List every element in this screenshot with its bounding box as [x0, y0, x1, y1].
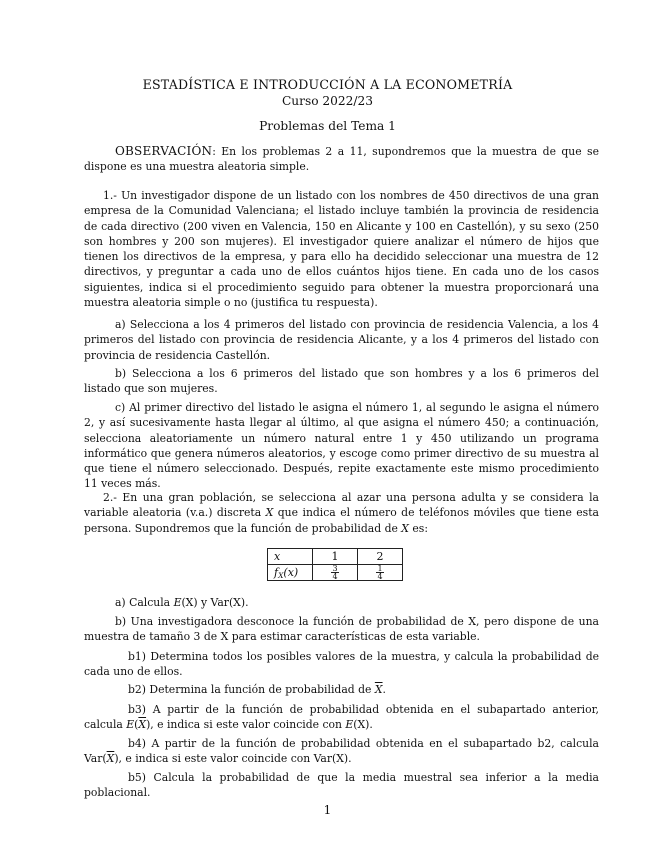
problem-2-intro-c: es: [408, 521, 428, 535]
document-title: ESTADÍSTICA E INTRODUCCIÓN A LA ECONOMETRÍA [142, 77, 513, 92]
document-header [0, 77, 655, 134]
table-cell-x-1: 1 [313, 549, 358, 565]
problem-2-intro-a: 2.- En una gran población, se selecciona al azar una persona adulta y se considera la variable aleatoria (v.a.) discreta [84, 491, 599, 520]
table-cell-x-2: 2 [358, 549, 403, 565]
problem-1-statement: 1.- Un investigador dispone de un listado con los nombres de 450 directivos de una gran empresa de la Comunidad Valenciana; el listado incluye también la provincia de residencia de cada directivo (200 viven en Valencia, 150 en Alicante y 100 en Castellón), y su sexo (250 son hombres y 200 son mujeres). El investigador quiere analizar el número de hijos que tienen los directivos de la empresa, y para ello ha decidido seleccionar una muestra de 12 directivos, y preguntar a cada uno de ellos cuántos hijos tiene. En cada uno de los casos siguientes, indica si el procedimiento seguido para obtener la muestra proporcionará una muestra aleatoria simple o no (justifica tu respuesta). [84, 189, 599, 310]
table-header-x: x [268, 549, 313, 565]
problem-2-statement [84, 490, 599, 536]
problem-1-part-b: b) Selecciona a los 6 primeros del listado que son hombres y a los 6 primeros del listado que son mujeres. [84, 367, 599, 396]
table-row-prob [268, 565, 403, 581]
problem-2-part-b5: b5) Calcula la probabilidad de que la media muestral sea inferior a la media poblacional. [84, 771, 599, 800]
problem-1-part-a: a) Selecciona a los 4 primeros del listado con provincia de residencia Valencia, a los 4 primeros del listado con provincia de residencia Alicante, y a los 4 primeros del listado con provincia de residencia Castellón. [84, 318, 599, 362]
problem-2-part-b2: b2) Determina la función de probabilidad de $\overline{X}$. [128, 683, 386, 696]
observation-label: OBSERVACIÓN [115, 144, 213, 158]
document-subtitle: Problemas del Tema 1 [259, 119, 396, 133]
variable-x: X [265, 506, 274, 520]
problem-2-part-b4: b4) A partir de la función de probabilidad obtenida en el subapartado b2, calcula $Var(\overline{X})$, e indica si este valor coincide con Var(X). [84, 737, 599, 766]
observation-paragraph [84, 144, 599, 175]
table-cell-prob-2: $\frac{1}{4}$ [358, 565, 403, 581]
problem-2-part-b1: b1) Determina todos los posibles valores de la muestra, y calcula la probabilidad de cada uno de ellos. [84, 650, 599, 679]
variable-x: X [401, 521, 409, 535]
page-number: 1 [323, 803, 332, 817]
table-row-x [268, 549, 403, 565]
problem-2-part-b3: b3) A partir de la función de probabilidad obtenida en el subapartado anterior, calcula $E(\overline{X})$, e indica si este valor coincide con E(X). [84, 703, 599, 732]
observation-text: : En los problemas 2 a 11, supondremos que la muestra de que se dispone es una muestra aleatoria simple. [84, 145, 599, 174]
problem-2-intro-b: que indica el número de teléfonos móviles que tiene esta persona. Supondremos que la función de probabilidad de [84, 506, 599, 535]
table-cell-prob-1: $\frac{3}{4}$ [313, 565, 358, 581]
probability-table [267, 548, 403, 581]
course-line: Curso 2022/23 [281, 94, 374, 108]
table-header-f: $f_X(x)$ [268, 565, 313, 581]
problem-2-part-b: b) Una investigadora desconoce la función de probabilidad de X, pero dispone de una muestra de tamaño 3 de X para estimar características de esta variable. [84, 615, 599, 644]
problem-2-part-a: a) Calcula E(X) y Var(X). [115, 596, 249, 609]
problem-1-part-c: c) Al primer directivo del listado le asigna el número 1, al segundo le asigna el número 2, y así sucesivamente hasta llegar al último, al que asigna el número 450; a continuación, selecciona aleatoriamente un número natural entre 1 y 450 utilizando un programa informático que genera números aleatorios, y escoge como primer directivo de su muestra al que tiene el número seleccionado. Después, repite exactamente este mismo procedimiento 11 veces más. [84, 401, 599, 491]
